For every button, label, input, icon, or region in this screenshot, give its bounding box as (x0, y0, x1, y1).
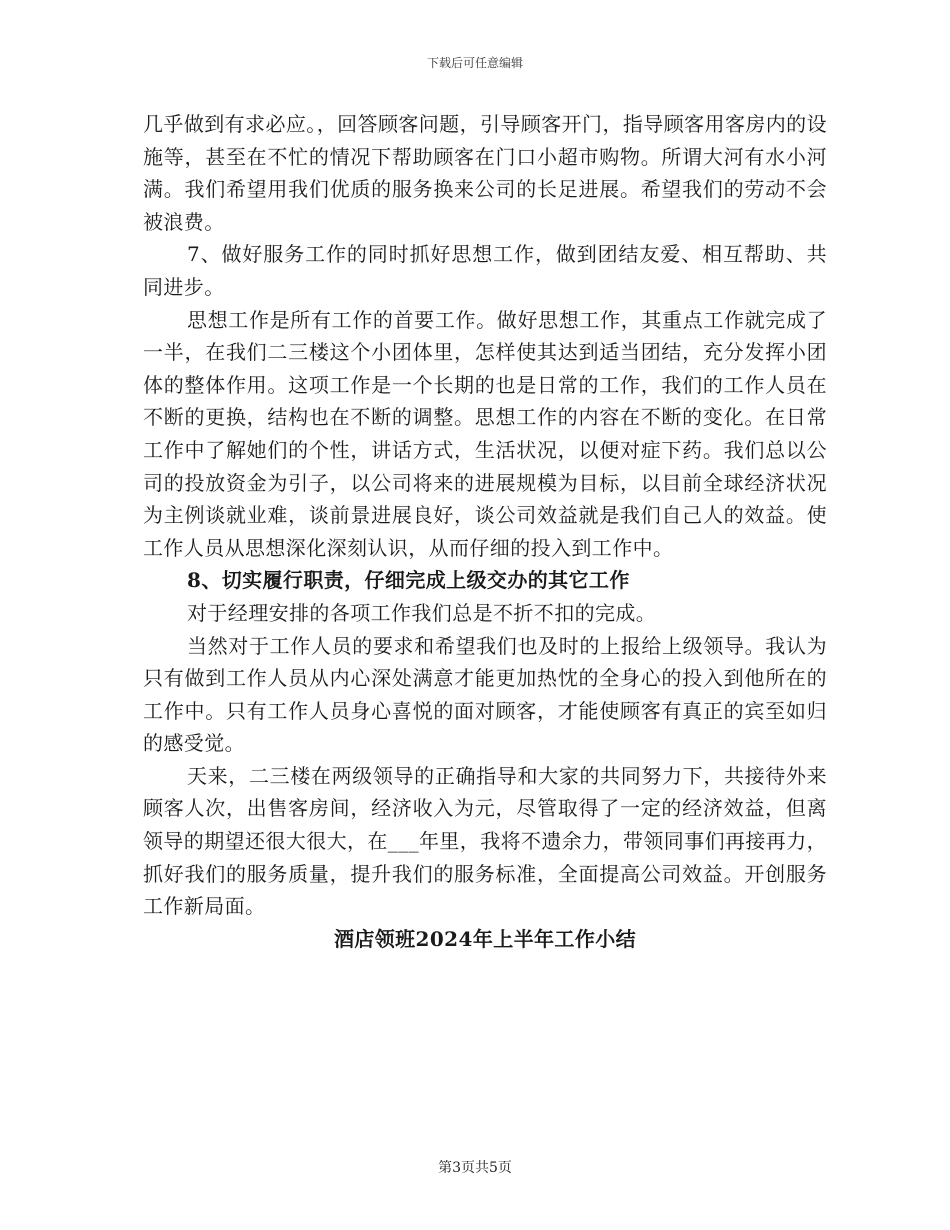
section-title: 酒店领班2024年上半年工作小结 (333, 926, 637, 951)
page-footer: 第3页共5页 (438, 1160, 512, 1176)
paragraph-manager-tasks: 对于经理安排的各项工作我们总是不折不扣的完成。 (187, 600, 657, 625)
paragraph-continuation: 几乎做到有求必应。，回答顾客问题，引导顾客开门，指导顾客用客房内的设施等，甚至在不忙的情况下帮助顾客在门口小超市购物。所谓大河有水小河满。我们希望用我们优质的服务换来公司的长足进展。希望我们的劳动不会被浪费。 (143, 112, 827, 234)
paragraph-item-8-heading: 8、切实履行职责，仔细完成上级交办的其它工作 (187, 568, 630, 593)
page-header: 下载后可任意编辑 (426, 56, 523, 70)
paragraph-summary: 天来，二三楼在两级领导的正确指导和大家的共同努力下，共接待外来顾客人次，出售客房间，经济收入为元，尽管取得了一定的经济效益，但离领导的期望还很大很大，在___年里，我将不遗余力，带领同事们再接再力，抓好我们的服务质量，提升我们的服务标准，全面提高公司效益。开创服务工作新局面。 (143, 763, 827, 919)
paragraph-thought-work: 思想工作是所有工作的首要工作。做好思想工作，其重点工作就完成了一半，在我们二三楼这个小团体里，怎样使其达到适当团结，充分发挥小团体的整体作用。这项工作是一个长期的也是日常的工作，我们的工作人员在不断的更换，结构也在不断的调整。思想工作的内容在不断的变化。在日常工作中了解她们的个性，讲话方式，生活状况，以便对症下药。我们总以公司的投放资金为引子，以公司将来的进展规模为目标，以目前全球经济状况为主例谈就业难，谈前景进展良好，谈公司效益就是我们自己人的效益。使工作人员从思想深化深刻认识，从而仔细的投入到工作中。 (143, 307, 827, 560)
paragraph-staff-requests: 当然对于工作人员的要求和希望我们也及时的上报给上级领导。我认为只有做到工作人员从内心深处满意才能更加热忱的全身心的投入到他所在的工作中。只有工作人员身心喜悦的面对顾客，才能使顾客有真正的宾至如归的感受觉。 (143, 633, 827, 756)
document-body (143, 108, 827, 955)
paragraph-item-7: 7、做好服务工作的同时抓好思想工作，做到团结友爱、相互帮助、共同进步。 (143, 242, 827, 299)
